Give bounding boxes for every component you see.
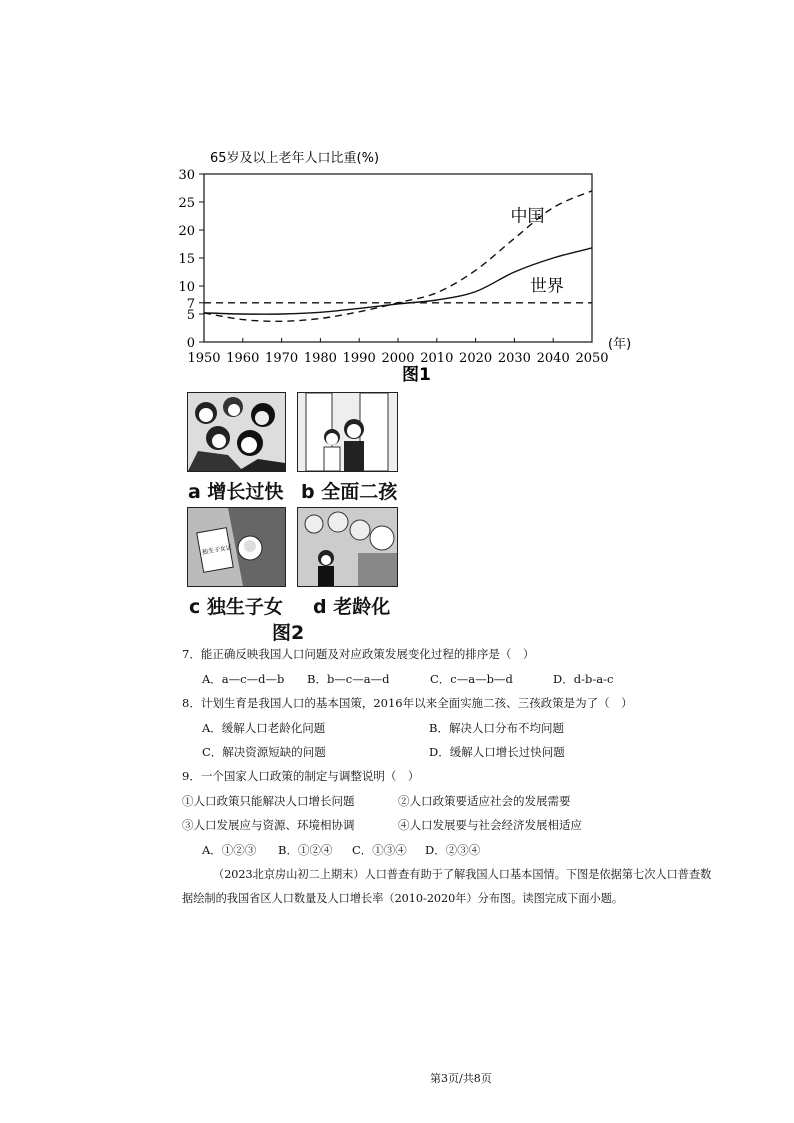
passage-line-1: （2023北京房山初二上期末）人口普查有助于了解我国人口基本国情。下图是依据第七次人口普查数 — [213, 868, 712, 881]
q8-option-a: A．缓解人口老龄化问题 — [202, 721, 326, 735]
y-tick-label: 10 — [178, 280, 195, 295]
x-tick-label: 1990 — [342, 351, 376, 366]
y-tick-label: 7 — [186, 296, 195, 312]
caption-a: a 增长过快 — [188, 481, 284, 503]
q9-option-c: C．①③④ — [352, 843, 407, 857]
x-unit-label: (年) — [608, 337, 632, 352]
x-tick-label: 2040 — [536, 351, 570, 366]
cartoon-a-crowd — [187, 392, 286, 472]
q7-option-c: C．c—a—b—d — [430, 672, 513, 686]
q9-option-b: B．①②④ — [278, 843, 333, 857]
caption-d: d 老龄化 — [313, 596, 391, 618]
q9-statement-2: ②人口政策要适应社会的发展需要 — [398, 794, 571, 808]
question-7-stem: 7．能正确反映我国人口问题及对应政策发展变化过程的排序是（ ） — [182, 647, 535, 661]
page-footer: 第3页/共8页 — [430, 1072, 492, 1085]
x-tick-label: 2050 — [575, 351, 609, 366]
passage-line-2: 据绘制的我国省区人口数量及人口增长率（2010-2020年）分布图。读图完成下面小题。 — [182, 892, 624, 905]
q9-statement-4: ④人口发展要与社会经济发展相适应 — [398, 818, 582, 832]
series-label: 中国 — [510, 206, 545, 227]
x-tick-label: 1960 — [226, 351, 260, 366]
y-tick-label: 25 — [178, 196, 195, 211]
q8-option-b: B．解决人口分布不均问题 — [429, 721, 564, 735]
y-tick-label: 30 — [178, 168, 195, 183]
q9-statement-3: ③人口发展应与资源、环境相协调 — [182, 818, 355, 832]
q7-option-b: B．b—c—a—d — [307, 672, 390, 686]
plot-area — [204, 174, 592, 342]
caption-b: b 全面二孩 — [301, 481, 398, 503]
question-9-stem: 9．一个国家人口政策的制定与调整说明（ ） — [182, 769, 420, 783]
y-tick-label: 0 — [186, 336, 195, 351]
x-tick-label: 2020 — [459, 351, 493, 366]
x-tick-label: 2000 — [381, 351, 415, 366]
certificate-text: 独生子女证 — [201, 544, 233, 557]
cartoon-b-family — [297, 392, 398, 472]
q9-option-d: D．②③④ — [425, 843, 481, 857]
y-tick-label: 15 — [178, 252, 195, 267]
cartoon-c-certificate — [187, 507, 286, 587]
q8-option-d: D．缓解人口增长过快问题 — [429, 745, 565, 759]
series-label: 世界 — [529, 276, 564, 297]
y-tick-label: 5 — [186, 308, 195, 323]
q7-option-d: D．d-b-a-c — [553, 672, 614, 686]
caption-c: c 独生子女 — [189, 596, 283, 618]
x-tick-label: 1970 — [265, 351, 299, 366]
question-8-stem: 8．计划生育是我国人口的基本国策，2016年以来全面实施二孩、三孩政策是为了（ ） — [182, 696, 633, 710]
x-tick-label: 1950 — [187, 351, 221, 366]
q9-statement-1: ①人口政策只能解决人口增长问题 — [182, 794, 355, 808]
line-chart — [150, 140, 650, 390]
y-tick-label: 20 — [178, 224, 195, 239]
figure-1-label: 图1 — [402, 365, 431, 385]
chart-title: 65岁及以上老年人口比重(%) — [210, 151, 380, 166]
q7-option-a: A．a—c—d—b — [202, 672, 285, 686]
x-tick-label: 2010 — [420, 351, 454, 366]
cartoon-d-elderly — [297, 507, 398, 587]
figure-2-label: 图2 — [272, 622, 305, 644]
q9-option-a: A．①②③ — [202, 843, 257, 857]
x-tick-label: 2030 — [497, 351, 531, 366]
x-tick-label: 1980 — [303, 351, 337, 366]
q8-option-c: C．解决资源短缺的问题 — [202, 745, 326, 759]
